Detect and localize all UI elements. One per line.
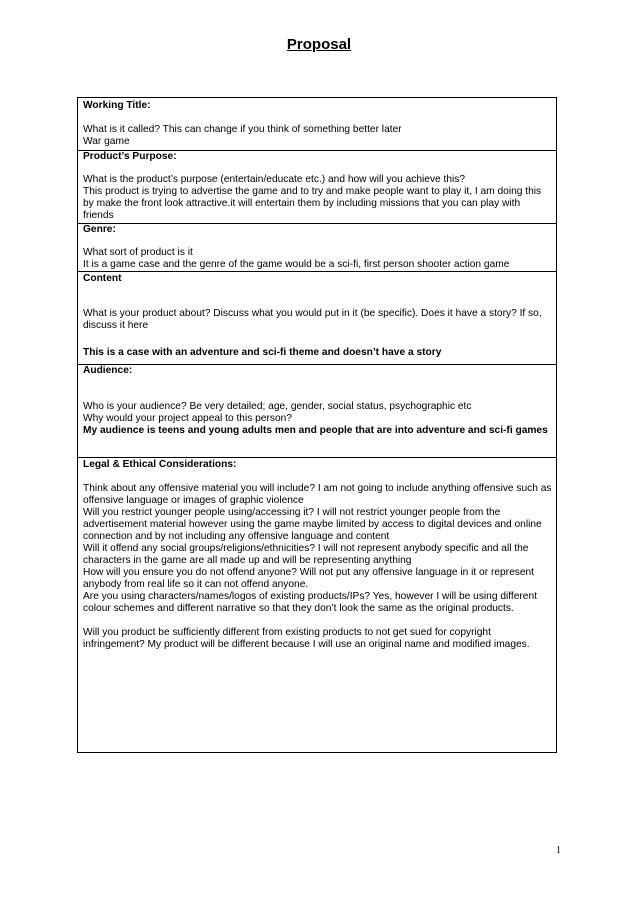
purpose-question: What is the product’s purpose (entertain/educate etc.) and how will you achieve this? xyxy=(83,174,466,185)
purpose-heading: Product’s Purpose: xyxy=(83,151,177,162)
page-title: Proposal xyxy=(286,36,352,53)
genre-section xyxy=(78,223,556,271)
content-question: What is your product about? Discuss what you would put in it (be specific). Does it have a story? If so, discuss it here xyxy=(83,308,542,332)
working-title-section xyxy=(78,98,556,150)
working-title-heading: Working Title: xyxy=(83,100,151,111)
proposal-form xyxy=(77,97,557,753)
genre-question: What sort of product is it xyxy=(83,247,193,258)
content-heading: Content xyxy=(83,273,122,284)
legal-line: Are you using characters/names/logos of existing products/IPs? Yes, however I will be using different colour schemes and different narrative so that they don’t look the same as the original products. xyxy=(83,591,537,615)
genre-answer: It is a game case and the genre of the game would be a sci-fi, first person shooter action game xyxy=(83,259,510,270)
purpose-section xyxy=(78,150,556,223)
content-answer: This is a case with an adventure and sci-fi theme and doesn’t have a story xyxy=(83,347,442,358)
legal-line: How will you ensure you do not offend anyone? Will not put any offensive language in it or represent anybody from real life so it can not offend anyone. xyxy=(83,567,534,591)
purpose-answer: This product is trying to advertise the game and to try and make people want to play it, I am doing this by make the front look attractive.it will entertain them by including missions that you can play with friends xyxy=(83,186,542,222)
page-number: 1 xyxy=(556,845,561,856)
legal-heading: Legal & Ethical Considerations: xyxy=(83,459,237,470)
legal-line: Will you product be sufficiently different from existing products to not get sued for copyright infringement? My product will be different because I will use an original name and modified images. xyxy=(83,627,530,651)
content-section xyxy=(78,271,556,364)
audience-answer: My audience is teens and young adults men and people that are into adventure and sci-fi games xyxy=(83,425,548,436)
audience-question-2: Why would your project appeal to this person? xyxy=(83,413,292,424)
legal-line: Think about any offensive material you will include? I am not going to include anything offensive such as offensive language or images of graphic violence xyxy=(83,483,552,507)
legal-line: Will it offend any social groups/religions/ethnicities? I will not represent anybody specific and all the characters in the game are all made up and will be representing anything xyxy=(83,543,529,567)
genre-heading: Genre: xyxy=(83,224,116,235)
working-title-answer: War game xyxy=(83,136,130,147)
legal-section xyxy=(78,457,556,753)
audience-heading: Audience: xyxy=(83,365,133,376)
audience-question-1: Who is your audience? Be very detailed; age, gender, social status, psychographic etc xyxy=(83,401,472,412)
audience-section xyxy=(78,364,556,457)
legal-line: Will you restrict younger people using/accessing it? I will not restrict younger people from the advertisement material however using the game maybe limited by access to digital devices and online connection and by not including any offensive language and content xyxy=(83,507,542,543)
working-title-question: What is it called? This can change if you think of something better later xyxy=(83,124,402,135)
